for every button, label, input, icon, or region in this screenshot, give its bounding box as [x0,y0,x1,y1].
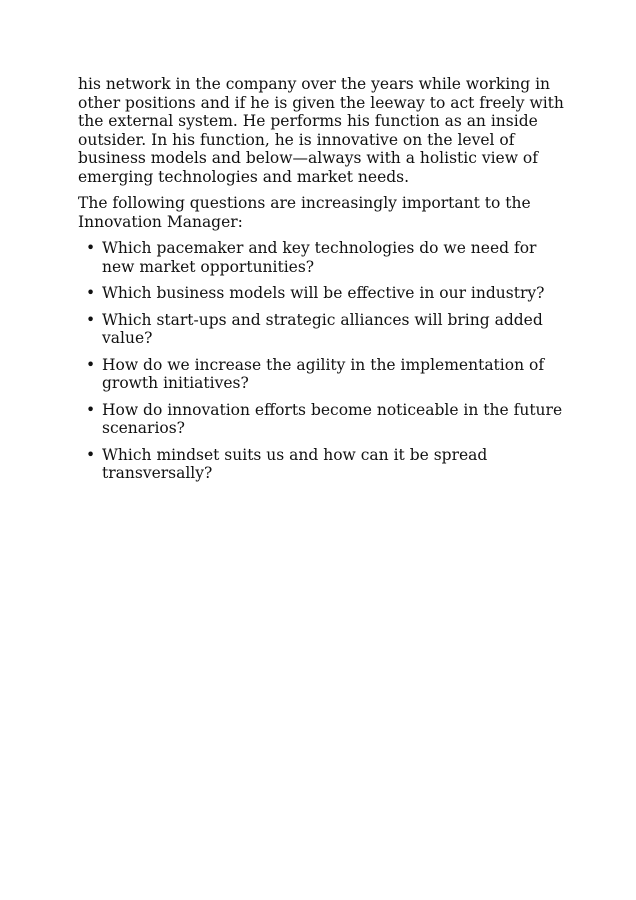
question-text: Which pacemaker and key technologies do we need for new market opportunities? [102,239,537,276]
bullet-icon: • [86,310,96,329]
list-item [78,446,568,483]
question-text: How do innovation efforts become noticeable in the future scenarios? [102,400,563,437]
list-item [78,356,568,393]
list-item [78,239,568,276]
list-item [78,311,568,348]
bullet-icon: • [86,239,96,257]
bullet-icon: • [86,284,96,302]
question-text: Which start-ups and strategic alliances will bring added value? [102,310,543,347]
questions-lead-in: The following questions are increasingly important to the Innovation Manager: [78,194,531,231]
document-page [78,75,568,491]
list-item [78,401,568,438]
intro-paragraph: his network in the company over the years while working in other positions and if he is given the leeway to act freely with the external system. He performs his function as an inside outsider. In his function, he is innovative on the level of business models and below—always with a holistic view of emerging technologies and market needs. [78,75,564,186]
bullet-icon: • [86,445,96,464]
questions-list [78,239,568,483]
question-text: Which mindset suits us and how can it be spread transversally? [102,445,488,482]
bullet-icon: • [86,400,96,419]
question-text: How do we increase the agility in the implementation of growth initiatives? [102,355,545,392]
bullet-icon: • [86,355,96,374]
list-item [78,284,568,303]
question-text: Which business models will be effective in our industry? [102,284,545,302]
